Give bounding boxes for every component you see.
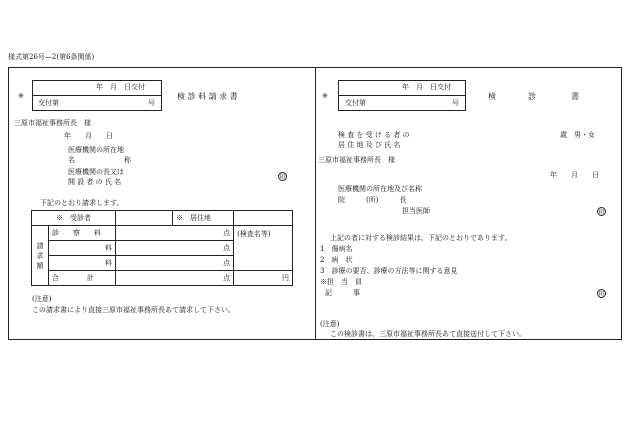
row-item-2: 料 xyxy=(49,241,116,256)
right-age-sex: 歳 男・女 xyxy=(560,131,595,139)
left-note-heading: (注意) xyxy=(32,295,52,303)
left-addressee: 三原市福祉事務所長 様 xyxy=(14,119,91,127)
left-seal-icon: 印 xyxy=(279,174,286,181)
right-date: 年 月 日 xyxy=(550,171,599,179)
right-staff-1: ※担 当 員 xyxy=(320,278,362,286)
right-doctor: 担当医師 xyxy=(402,207,430,215)
right-item-1: 1 傷病名 xyxy=(320,245,353,253)
center-divider xyxy=(315,67,316,340)
row-item-3: 料 xyxy=(49,256,116,271)
examiner-cell: (検査名等) xyxy=(234,226,293,271)
right-item-3: 3 診療の要否、診療の方法等に関する意見 xyxy=(320,267,458,275)
left-facility-head-1: 医療機関の長又は xyxy=(68,168,124,176)
right-seal-icon: 印 xyxy=(598,209,605,216)
left-issue-no-label: 交付第 xyxy=(38,99,59,107)
row-unit-total: 点 xyxy=(116,271,234,286)
left-issue-divider xyxy=(32,95,162,96)
right-title-3: 書 xyxy=(571,92,579,101)
right-issue-no-suffix: 号 xyxy=(452,99,459,107)
residence-value[interactable] xyxy=(234,211,293,226)
row-item-1: 診 察 料 xyxy=(49,226,116,241)
row-unit-3: 点 xyxy=(116,256,234,271)
right-issue-no-label: 交付第 xyxy=(345,99,366,107)
recipient-value[interactable] xyxy=(116,211,173,226)
row-unit-1: 点 xyxy=(116,226,234,241)
request-table xyxy=(31,210,293,286)
right-issue-date: 年 月 日交付 xyxy=(402,83,451,91)
right-result-text: 上記の者に対する検診結果は、下記のとおりであります。 xyxy=(330,234,512,242)
total-yen: 円 xyxy=(234,271,293,286)
recipient-label: ※ 受診者 xyxy=(32,211,116,226)
right-note-heading: (注意) xyxy=(320,320,340,328)
left-request-text: 下記のとおり請求します。 xyxy=(40,199,124,207)
right-staff-2: 記 事 xyxy=(325,289,360,297)
row-item-total: 合 計 xyxy=(49,271,116,286)
claim-group-label: 請求額 xyxy=(32,226,49,286)
right-subject-2: 居 住 地 及 び 氏 名 xyxy=(338,141,401,149)
right-note: この検診書は、三原市福祉事務所長あて直接送付して下さい。 xyxy=(330,330,526,338)
row-unit-2: 点 xyxy=(116,241,234,256)
left-mark: ※ xyxy=(18,92,24,100)
residence-label: ※ 居住地 xyxy=(173,211,234,226)
right-issue-divider xyxy=(338,95,466,96)
left-facility-head-2: 開 設 者 の 氏 名 xyxy=(68,178,122,186)
left-title: 検 診 料 請 求 書 xyxy=(177,92,238,101)
left-facility-name: 名 称 xyxy=(68,156,131,164)
right-staff-seal-icon: 印 xyxy=(598,291,605,298)
left-date: 年 月 日 xyxy=(64,132,113,140)
left-facility-address: 医療機関の所在地 xyxy=(68,146,124,154)
right-facility-address: 医療機関の所在地及び名称 xyxy=(338,185,422,193)
right-subject-1: 検 査 を 受 け る 者 の xyxy=(338,131,410,139)
right-item-2: 2 病 状 xyxy=(320,256,353,264)
right-hospital-head: 院 (所) 長 xyxy=(338,196,407,204)
right-title-1: 検 xyxy=(488,92,496,101)
form-number: 様式第26号—2(第6条関係) xyxy=(8,53,95,61)
right-addressee: 三原市福祉事務所長 様 xyxy=(318,156,395,164)
left-issue-no-suffix: 号 xyxy=(148,99,155,107)
left-issue-date: 年 月 日交付 xyxy=(96,83,145,91)
right-title-2: 診 xyxy=(528,92,536,101)
left-note: この請求書により直接三原市福祉事務所長あて請求して下さい。 xyxy=(32,306,235,314)
right-mark: ※ xyxy=(322,92,328,100)
